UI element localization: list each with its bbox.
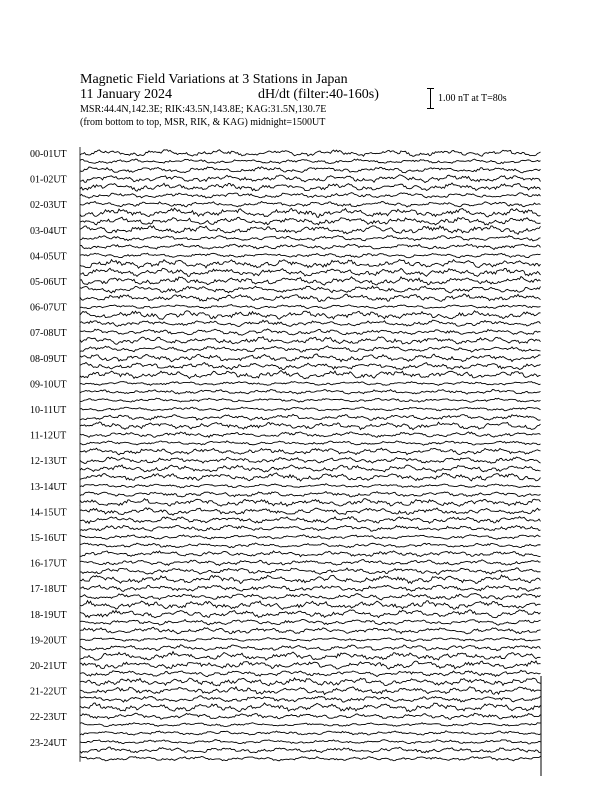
trace-rik — [80, 568, 541, 574]
trace-msr — [80, 525, 541, 531]
hour-row-label: 15-16UT — [30, 533, 67, 544]
trace-rik — [80, 543, 541, 548]
trace-rik — [80, 311, 541, 320]
trace-rik — [80, 286, 541, 293]
trace-rik — [80, 747, 541, 753]
hour-row-label: 13-14UT — [30, 481, 67, 493]
hour-row-label: 22-23UT — [30, 712, 67, 724]
trace-msr — [80, 448, 541, 455]
chart-title: Magnetic Field Variations at 3 Stations in Japan — [80, 72, 348, 87]
trace-kag — [80, 687, 541, 695]
trace-msr — [80, 320, 541, 326]
trace-rik — [80, 390, 541, 395]
trace-kag — [80, 432, 541, 438]
hour-row-label: 20-21UT — [30, 661, 67, 672]
trace-msr — [80, 575, 541, 583]
trace-rik — [80, 208, 541, 217]
trace-kag — [80, 535, 541, 540]
trace-kag — [80, 226, 541, 234]
hour-row-label: 21-22UT — [30, 686, 67, 698]
trace-msr — [80, 703, 541, 712]
trace-msr — [80, 756, 541, 760]
trace-msr — [80, 601, 541, 610]
trace-msr — [80, 268, 541, 276]
trace-kag — [80, 457, 541, 463]
trace-kag — [80, 175, 541, 183]
trace-msr — [80, 398, 541, 402]
hour-row-label: 04-05UT — [30, 251, 67, 263]
hour-row-label: 19-20UT — [30, 635, 67, 647]
trace-rik — [80, 414, 541, 420]
trace-kag — [80, 253, 541, 258]
trace-kag — [80, 638, 541, 642]
trace-rik — [80, 594, 541, 600]
hour-row-label: 14-15UT — [30, 507, 67, 519]
trace-kag — [80, 382, 541, 386]
trace-rik — [80, 696, 541, 702]
trace-rik — [80, 337, 541, 345]
trace-kag — [80, 713, 541, 719]
trace-kag — [80, 201, 541, 207]
trace-msr — [80, 167, 541, 173]
trace-kag — [80, 610, 541, 618]
hour-row-label: 17-18UT — [30, 584, 67, 596]
trace-kag — [80, 354, 541, 362]
trace-rik — [80, 492, 541, 497]
trace-rik — [80, 363, 541, 370]
trace-kag — [80, 277, 541, 286]
trace-msr — [80, 217, 541, 225]
scale-label: 1.00 nT at T=80s — [438, 93, 507, 104]
trace-msr — [80, 244, 541, 249]
trace-kag — [80, 407, 541, 411]
trace-msr — [80, 678, 541, 686]
chart-date: 11 January 2024 — [80, 87, 173, 102]
trace-kag — [80, 508, 541, 515]
trace-rik — [80, 619, 541, 625]
hour-row-label: 00-01UT — [30, 149, 67, 160]
trace-rik — [80, 517, 541, 524]
hour-row-label: 09-10UT — [30, 379, 67, 391]
trace-kag — [80, 150, 541, 157]
trace-msr — [80, 370, 541, 378]
trace-msr — [80, 499, 541, 507]
trace-msr — [80, 294, 541, 302]
trace-rik — [80, 159, 541, 164]
trace-rik — [80, 260, 541, 269]
hour-row-label: 05-06UT — [30, 277, 67, 288]
station-order-note: (from bottom to top, MSR, RIK, & KAG) midnight=1500UT — [80, 117, 326, 128]
trace-rik — [80, 236, 541, 241]
trace-msr — [80, 193, 541, 199]
hour-row-label: 07-08UT — [30, 328, 67, 340]
hour-row-label: 12-13UT — [30, 456, 67, 468]
trace-rik — [80, 441, 541, 445]
trace-msr — [80, 473, 541, 481]
trace-rik — [80, 670, 541, 676]
trace-kag — [80, 661, 541, 669]
chart-quantity: dH/dt (filter:40-160s) — [258, 87, 379, 102]
trace-msr — [80, 627, 541, 634]
trace-msr — [80, 422, 541, 430]
trace-kag — [80, 484, 541, 488]
hour-row-label: 16-17UT — [30, 558, 67, 570]
trace-kag — [80, 740, 541, 744]
hour-row-label: 02-03UT — [30, 200, 67, 212]
trace-msr — [80, 551, 541, 557]
hour-row-label: 11-12UT — [30, 430, 67, 442]
trace-kag — [80, 329, 541, 335]
trace-msr — [80, 652, 541, 660]
hour-row-label: 03-04UT — [30, 225, 67, 237]
hour-row-label: 10-11UT — [30, 405, 67, 416]
trace-kag — [80, 585, 541, 591]
hour-row-label: 08-09UT — [30, 353, 67, 365]
trace-msr — [80, 731, 541, 735]
hour-row-label: 01-02UT — [30, 174, 67, 186]
trace-kag — [80, 305, 541, 309]
hour-row-label: 23-24UT — [30, 737, 67, 749]
station-coordinates: MSR:44.4N,142.3E; RIK:43.5N,143.8E; KAG:31.5N,130.7E — [80, 104, 327, 115]
trace-kag — [80, 560, 541, 566]
hour-row-label: 06-07UT — [30, 302, 67, 314]
trace-rik — [80, 183, 541, 191]
trace-rik — [80, 723, 541, 727]
trace-rik — [80, 645, 541, 651]
hour-row-label: 18-19UT — [30, 609, 67, 621]
trace-rik — [80, 465, 541, 472]
trace-msr — [80, 346, 541, 352]
